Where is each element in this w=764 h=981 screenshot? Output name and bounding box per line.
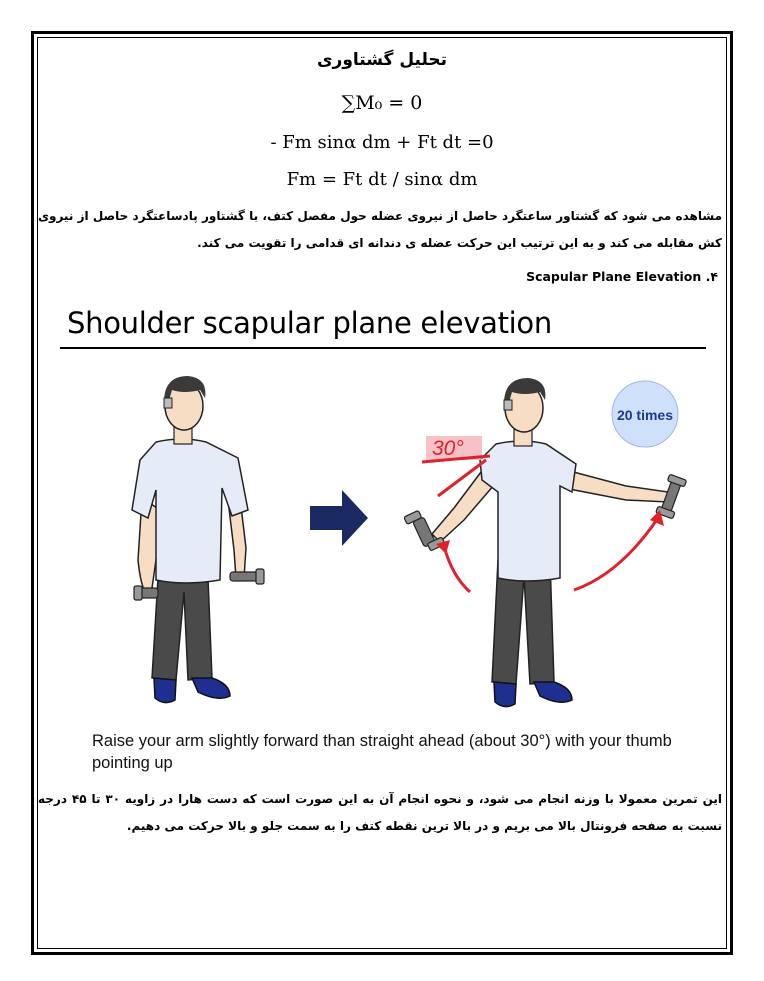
transition-arrow-icon xyxy=(310,490,368,546)
section-heading: ۴. Scapular Plane Elevation xyxy=(526,269,718,284)
equation-muscle-force: Fm = Ft dt / sinα dm xyxy=(286,169,478,190)
equation-moment-sum: ∑M₀ = 0 xyxy=(341,92,423,114)
paragraph-moment-analysis: مشاهده می شود که گشتاور ساعتگرد حاصل از نیروی عضله حول مفصل کتف، با گشتاور پادساعتگرد حاصل از نیروی کش مقابله می کند و به این ترتیب این حرکت عضله ی دندانه ای قدامی را تقویت می کند. xyxy=(38,209,722,250)
svg-text:20 times: 20 times xyxy=(616,407,674,423)
figure-title-rule xyxy=(60,347,706,349)
motion-arrow-left xyxy=(444,546,470,592)
figure-title: Shoulder scapular plane elevation xyxy=(67,306,552,340)
figure-caption: Raise your arm slightly forward than straight ahead (about 30°) with your thumb pointing up xyxy=(92,732,672,772)
paragraph-exercise-description: این تمرین معمولا با وزنه انجام می شود، و نحوه انجام آن به این صورت است که دست هارا در زاویه ۳۰ تا ۴۵ درجه نسبت به صفحه فرونتال بالا می بریم و در بالا ترین نقطه کتف را به سمت جلو و بالا حرکت می دهیم. xyxy=(38,792,722,833)
angle-label: 30° xyxy=(432,437,464,460)
exercise-illustration xyxy=(60,360,710,722)
motion-arrow-right xyxy=(574,518,658,590)
person-start-position xyxy=(132,376,264,703)
page-title: تحلیل گشتاوری xyxy=(316,50,448,70)
reps-badge xyxy=(612,381,678,447)
shoe-icon xyxy=(154,678,176,703)
equation-moment-balance: - Fm sinα dm + Ft dt =0 xyxy=(270,132,494,153)
